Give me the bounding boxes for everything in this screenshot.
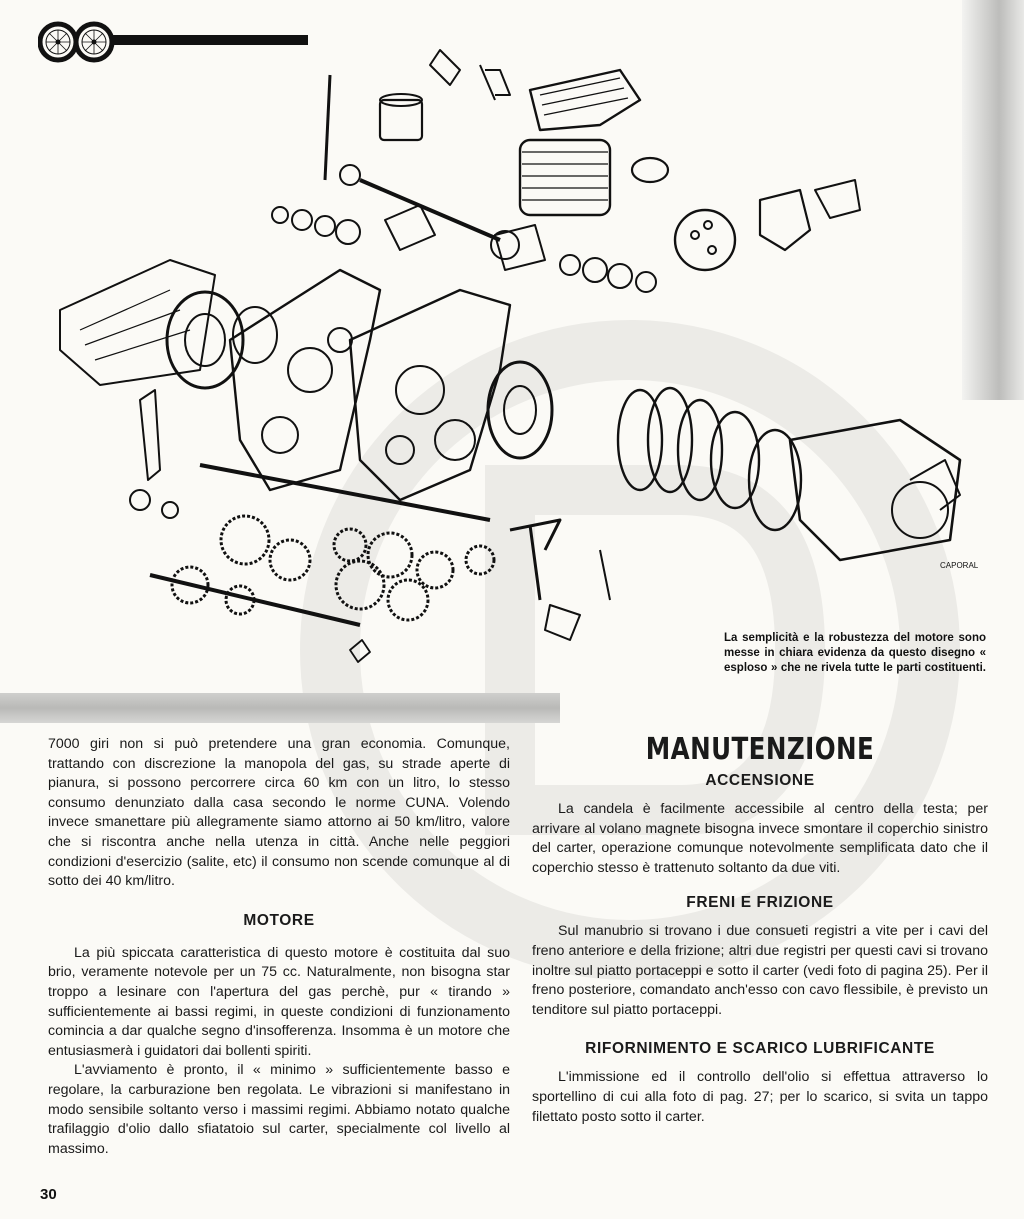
left-crankcase-cover [60, 260, 215, 385]
kick-start-lever [140, 390, 160, 480]
cylinder-head [530, 70, 640, 130]
accensione-paragraph: La candela è facilmente accessibile al centro della testa; per arrivare al volano magnete bisogna invece smontare il coperchio sinistro del carter, operazione comunque notevolmente semplificata dato che il coperchio stesso è trattenuto soltanto da due viti. [532, 801, 988, 876]
carburetor [760, 190, 810, 250]
rifornimento-heading: RIFORNIMENTO E SCARICO LUBRIFICANTE [585, 1040, 935, 1058]
connecting-rod [360, 180, 500, 240]
freni-heading: FRENI E FRIZIONE [686, 894, 834, 912]
page-number: 30 [40, 1186, 57, 1203]
exploded-engine-drawing [40, 40, 995, 680]
gear-shift-fork [510, 520, 560, 600]
left-column [48, 735, 510, 1159]
motore-paragraph-1: La più spiccata caratteristica di questo motore è costituita dal suo brio, veramente notevole per un 75 cc. Naturalmente, non bisogna star troppo a lesinare con l'apertura del gas perchè, pur « tirando » sufficientemente ai bassi regimi, in queste condizioni di funzionamento comincia a dar qualche segno d'insofferenza. Insomma è un motore che entusiasmerà i guidatori dai bollenti spiriti. [48, 944, 510, 1059]
motore-heading: MOTORE [243, 911, 315, 929]
clutch-basket [488, 362, 552, 458]
right-crankcase-cover [790, 420, 960, 560]
freni-paragraph: Sul manubrio si trovano i due consueti registri a vite per i cavi del freno anteriore e della frizione; altri due registri per questi cavi si trovano inoltre sul piatto portaceppi e sotto il carter (vedi foto di pagina 25). Per il freno posteriore, comandato anch'esso con cavo flessibile, è previsto un tenditore sul piatto portaceppi. [532, 923, 988, 1018]
left-crankcase [230, 270, 380, 490]
accensione-heading: ACCENSIONE [705, 772, 815, 789]
spark-plug [480, 65, 510, 100]
drawing-signature: CAPORAL [940, 561, 979, 570]
cylinder [520, 140, 610, 215]
intro-paragraph: 7000 giri non si può pretendere una gran economia. Comunque, trattando con discrezione la manopola del gas, su strade aperte di pianura, si possono percorrere circa 60 km con un litro, lo stesso consumo denunziato dalla casa secondo le norme CUNA. Volendo invece smanettare più allegramente siamo attorno ai 50 km/litro, valore che si riscontra anche nella utenza in città. Anche nelle peggiori condizioni d'esercizio (salite, etc) il consumo non scende comunque al di sotto dei 40 km/litro. [48, 736, 510, 890]
right-column [532, 732, 988, 1127]
drawing-caption: La semplicità e la robustezza del motore sono messe in chiara evidenza da questo disegno « esploso » che ne rivela tutte le parti costituenti. [724, 632, 986, 674]
manutenzione-title: MANUTENZIONE [645, 732, 875, 767]
magneto-stator [675, 210, 735, 270]
rifornimento-paragraph: L'immissione ed il controllo dell'olio si effettua attraverso lo sportellino di cui alla foto di pag. 27; per lo scarico, si svita un tappo filettato posto sotto il carter. [532, 1069, 988, 1125]
motore-paragraph-2: L'avviamento è pronto, il « minimo » sufficientemente basso e regolare, la carburazione ben regolata. Le vibrazioni si manifestano in modo sensibile soltanto verso i massimi regimi. Abbiamo notato qualche trafilaggio d'olio dallo sfiatatoio sul carter, specialmente col livello al massimo. [48, 1062, 510, 1157]
main-shaft [200, 465, 490, 520]
grey-band [0, 693, 560, 723]
